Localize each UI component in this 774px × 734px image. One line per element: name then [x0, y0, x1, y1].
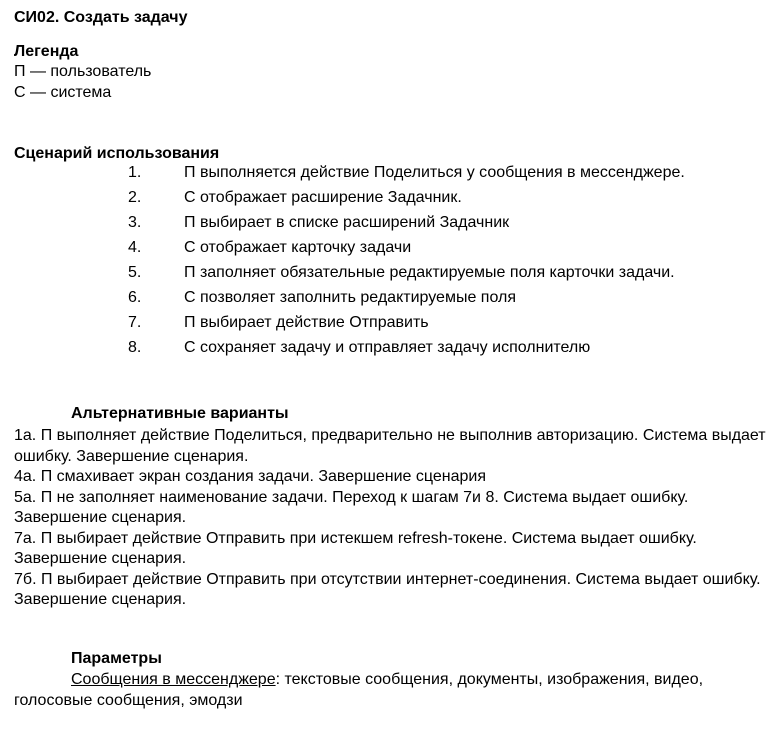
parameters-heading: Параметры	[71, 650, 162, 667]
step-text: С отображает расширение Задачник.	[184, 189, 462, 206]
legend-line-system: С — система	[14, 84, 112, 101]
step-text: П выбирает в списке расширений Задачник	[184, 214, 510, 231]
list-item: 1а. П выполняет действие Поделиться, предварительно не выполнив авторизацию. Система выдает ошибку. Завершение сценария.	[14, 427, 766, 465]
list-item: 7а. П выбирает действие Отправить при истекшем refresh-токене. Система выдает ошибку. Завершение сценария.	[14, 529, 697, 567]
alternatives-list	[14, 426, 766, 611]
step-number: 2.	[128, 189, 142, 206]
parameters-text: : текстовые сообщения, документы, изображения, видео, голосовые сообщения, эмодзи	[14, 671, 704, 709]
list-item	[0, 289, 774, 314]
messenger-messages-link[interactable]: Сообщения в мессенджере	[71, 671, 276, 688]
step-number: 3.	[128, 214, 142, 231]
step-number: 5.	[128, 264, 142, 281]
list-item: 4а. П смахивает экран создания задачи. Завершение сценария	[14, 468, 486, 485]
list-item	[0, 264, 774, 289]
list-item	[0, 339, 774, 364]
list-item: 5а. П не заполняет наименование задачи. Переход к шагам 7и 8. Система выдает ошибку. Завершение сценария.	[14, 488, 689, 526]
parameters-paragraph	[14, 669, 766, 711]
step-text: С сохраняет задачу и отправляет задачу исполнителю	[184, 339, 591, 356]
legend-line-user: П — пользователь	[14, 63, 152, 80]
step-text: П заполняет обязательные редактируемые поля карточки задачи.	[184, 264, 675, 281]
scenario-heading: Сценарий использования	[14, 145, 220, 162]
step-text: П выбирает действие Отправить	[184, 314, 429, 331]
page-title: СИ02. Создать задачу	[14, 9, 188, 26]
list-item	[0, 164, 774, 189]
list-item: 7б. П выбирает действие Отправить при отсутствии интернет-соединения. Система выдает ошибку. Завершение сценария.	[14, 570, 761, 608]
list-item	[0, 189, 774, 214]
step-text: П выполняется действие Поделиться у сообщения в мессенджере.	[184, 164, 685, 181]
step-number: 7.	[128, 314, 142, 331]
step-number: 6.	[128, 289, 142, 306]
legend-heading: Легенда	[14, 43, 79, 60]
step-number: 8.	[128, 339, 142, 356]
step-number: 4.	[128, 239, 142, 256]
alternatives-heading: Альтернативные варианты	[71, 405, 289, 422]
step-text: С позволяет заполнить редактируемые поля	[184, 289, 517, 306]
list-item	[0, 214, 774, 239]
step-text: С отображает карточку задачи	[184, 239, 412, 256]
list-item	[0, 239, 774, 264]
list-item	[0, 314, 774, 339]
step-number: 1.	[128, 164, 142, 181]
